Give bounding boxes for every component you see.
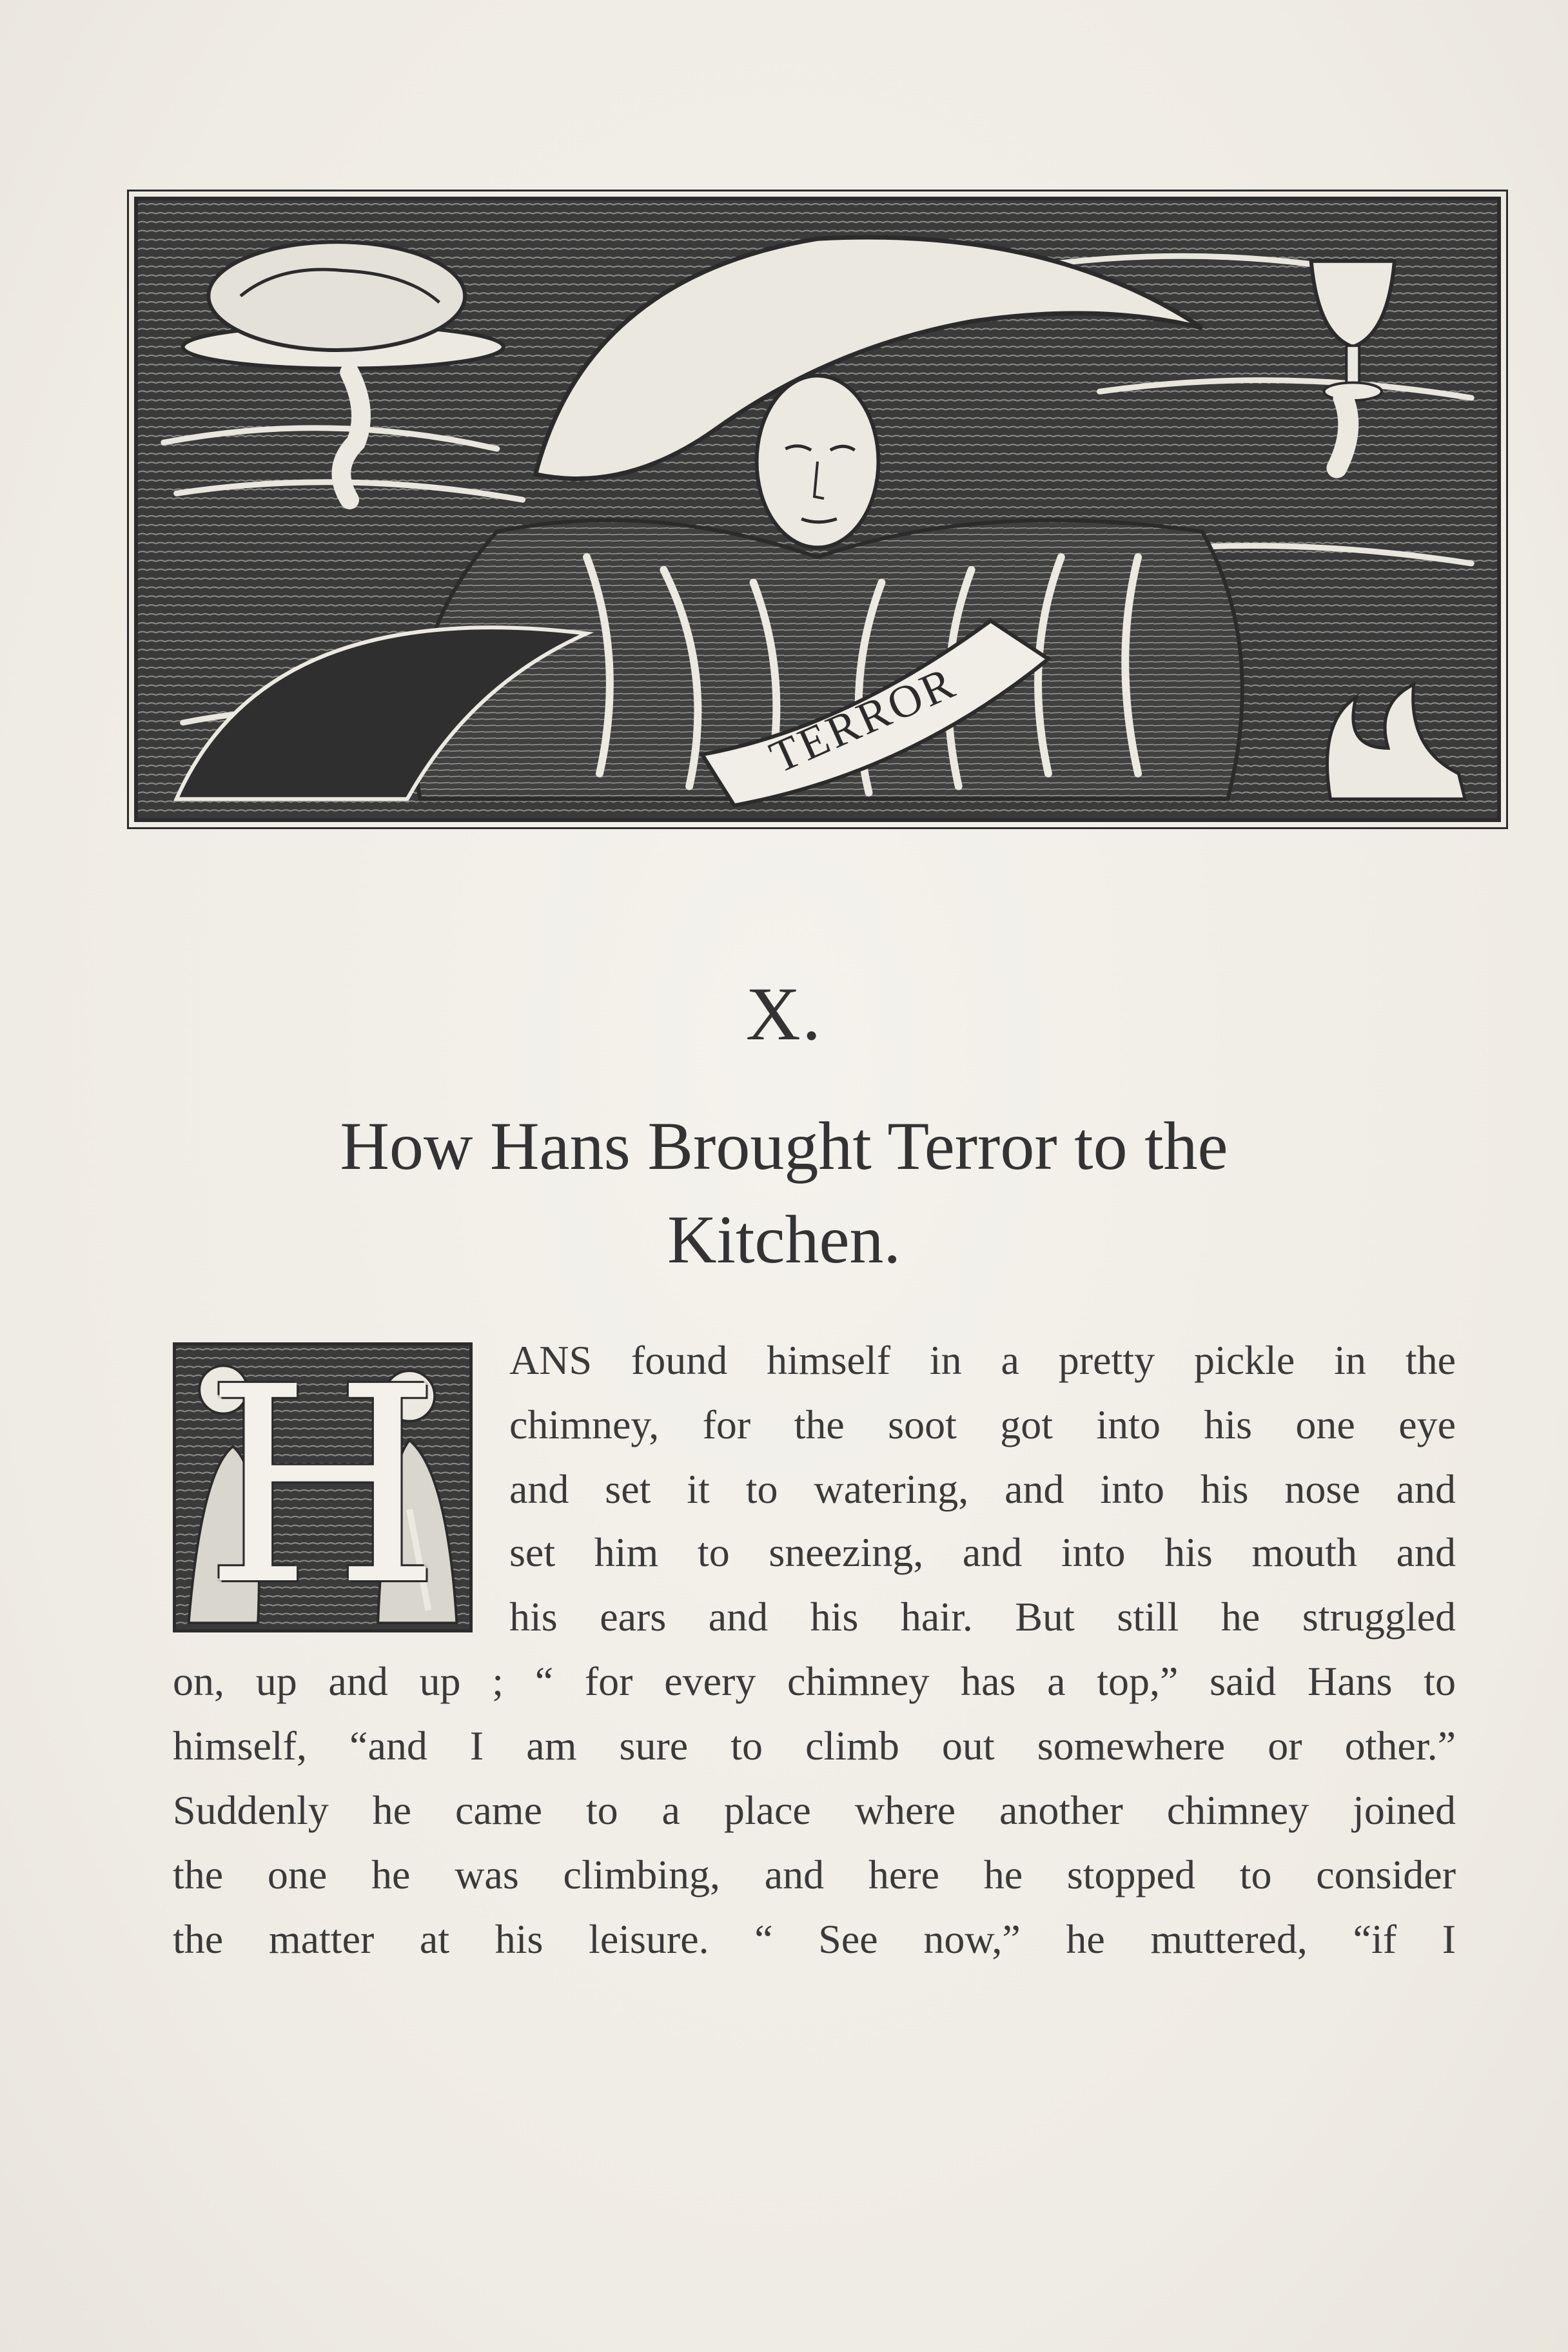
body-line-8: Suddenly he came to a place where another chimney joined: [173, 1787, 1456, 1833]
body-line-7: himself, “and I am sure to climb out somewhere or other.”: [173, 1723, 1456, 1769]
chapter-title-line-2: Kitchen.: [667, 1202, 901, 1277]
banner-text: TERROR: [762, 656, 964, 783]
body-line-5: his ears and his hair. But still he struggled: [509, 1594, 1456, 1640]
body-line-2: chimney, for the soot got into his one eye: [509, 1402, 1456, 1447]
dropcap-letter: H: [204, 1342, 441, 1632]
decorated-initial: [173, 1342, 473, 1632]
body-line-10: the matter at his leisure. “ See now,” he muttered, “if I: [173, 1916, 1456, 1962]
body-line-3: and set it to watering, and into his nose and: [509, 1466, 1456, 1512]
chapter-title: [193, 1099, 1375, 1286]
body-line-9: the one he was climbing, and here he stopped to consider: [173, 1852, 1456, 1897]
woodcut-illustration: [138, 201, 1497, 818]
body-line-6: on, up and up ; “ for every chimney has a top,” said Hans to: [173, 1658, 1456, 1704]
body-line-4: set him to sneezing, and into his mouth and: [509, 1529, 1456, 1575]
chapter-number: X.: [745, 972, 823, 1056]
body-line-1: ANS found himself in a pretty pickle in the: [509, 1337, 1456, 1383]
chapter-title-line-1: How Hans Brought Terror to the: [340, 1108, 1228, 1184]
woodcut-headpiece: [134, 197, 1501, 822]
